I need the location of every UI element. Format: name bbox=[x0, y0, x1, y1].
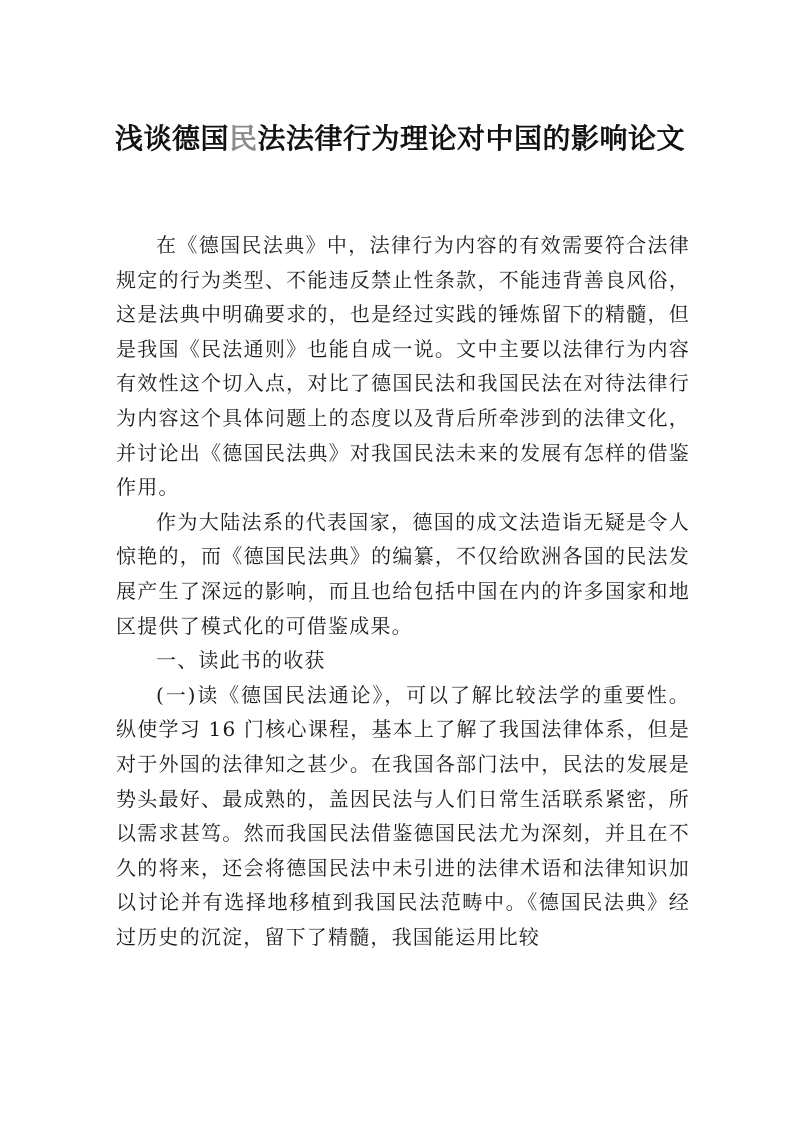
title-highlight-char: 民 bbox=[228, 121, 258, 155]
paragraph-abstract: 在《德国民法典》中，法律行为内容的有效需要符合法律规定的行为类型、不能违反禁止性条款，不能违背善良风俗，这是法典中明确要求的，也是经过实践的锤炼留下的精髓，但是我国《民法通则》也能自成一说。文中主要以法律行为内容有效性这个切入点，对比了德国民法和我国民法在对待法律行为内容这个具体问题上的态度以及背后所牵涉到的法律文化，并讨论出《德国民法典》对我国民法未来的发展有怎样的借鉴作用。 bbox=[116, 233, 690, 500]
title-part-2: 法法律行为理论对中国的影响论文 bbox=[257, 121, 686, 155]
document-title bbox=[100, 115, 700, 163]
document-body bbox=[116, 228, 690, 954]
section-heading: 一、读此书的收获 bbox=[156, 648, 326, 673]
paragraph-intro: 作为大陆法系的代表国家，德国的成文法造诣无疑是令人惊艳的，而《德国民法典》的编纂，不仅给欧洲各国的民法发展产生了深远的影响，而且也给包括中国在内的许多国家和地区提供了模式化的可借鉴成果。 bbox=[116, 509, 690, 638]
paragraph-section-1: (一)读《德国民法通论》，可以了解比较法学的重要性。纵使学习 16 门核心课程，基本上了解了我国法律体系，但是对于外国的法律知之甚少。在我国各部门法中，民法的发展是势头最好、最成熟的，盖因民法与人们日常生活联系紧密，所以需求甚笃。然而我国民法借鉴德国民法尤为深刻，并且在不久的将来，还会将德国民法中未引进的法律术语和法律知识加以讨论并有选择地移植到我国民法范畴中。《德国民法典》经过历史的沉淀，留下了精髓，我国能运用比较 bbox=[116, 682, 690, 949]
title-part-1: 浅谈德国 bbox=[114, 121, 229, 155]
